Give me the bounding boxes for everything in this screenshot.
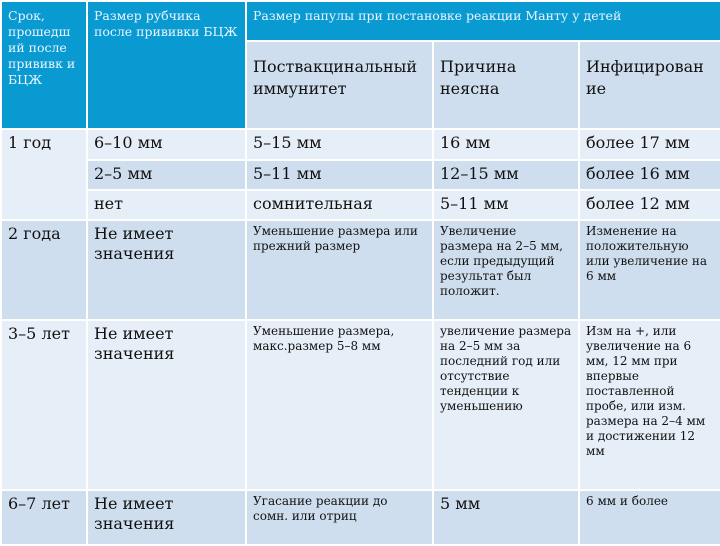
table-cell: 5–15 мм <box>246 129 433 160</box>
header-infected: Инфицирован ие <box>579 41 720 129</box>
table-cell: более 17 мм <box>579 129 720 160</box>
header-papule-group: Размер папулы при постановке реакции Манту у детей <box>246 1 720 41</box>
table-cell: Уменьшение размера или прежний размер <box>246 220 433 320</box>
table-cell: Увеличение размера на 2–5 мм, если предыдущий результат был положит. <box>433 220 579 320</box>
period-cell: 6–7 лет <box>1 490 87 545</box>
table-cell: 6 мм и более <box>579 490 720 545</box>
period-cell: 3–5 лет <box>1 320 87 490</box>
table-cell: 5 мм <box>433 490 579 545</box>
header-postvaccinal: Поствакцинальный иммунитет <box>246 41 433 129</box>
period-cell: 2 года <box>1 220 87 320</box>
header-period: Срок, прошедш ий после прививк и БЦЖ <box>1 1 87 129</box>
table-cell: Изм на +, или увеличение на 6 мм, 12 мм при впервые поставленной пробе, или изм. размера на 2–4 мм и достижении 12 мм <box>579 320 720 490</box>
header-unclear: Причина неясна <box>433 41 579 129</box>
table-cell: более 12 мм <box>579 190 720 220</box>
header-scar: Размер рубчика после прививки БЦЖ <box>87 1 246 129</box>
period-cell: 1 год <box>1 129 87 220</box>
table-cell: увеличение размера на 2–5 мм за последний год или отсутствие тенденции к уменьшению <box>433 320 579 490</box>
scar-cell: нет <box>87 190 246 220</box>
table-cell: 5–11 мм <box>433 190 579 220</box>
table-cell: сомнительная <box>246 190 433 220</box>
table-cell: Угасание реакции до сомн. или отриц <box>246 490 433 545</box>
table-cell: более 16 мм <box>579 160 720 190</box>
table-cell: 12–15 мм <box>433 160 579 190</box>
scar-cell: 2–5 мм <box>87 160 246 190</box>
table-cell: Изменение на положительную или увеличение на 6 мм <box>579 220 720 320</box>
scar-cell: 6–10 мм <box>87 129 246 160</box>
scar-cell: Не имеет значения <box>87 320 246 490</box>
table-cell: Уменьшение размера, макс.размер 5–8 мм <box>246 320 433 490</box>
table-cell: 16 мм <box>433 129 579 160</box>
table-cell: 5–11 мм <box>246 160 433 190</box>
scar-cell: Не имеет значения <box>87 490 246 545</box>
scar-cell: Не имеет значения <box>87 220 246 320</box>
